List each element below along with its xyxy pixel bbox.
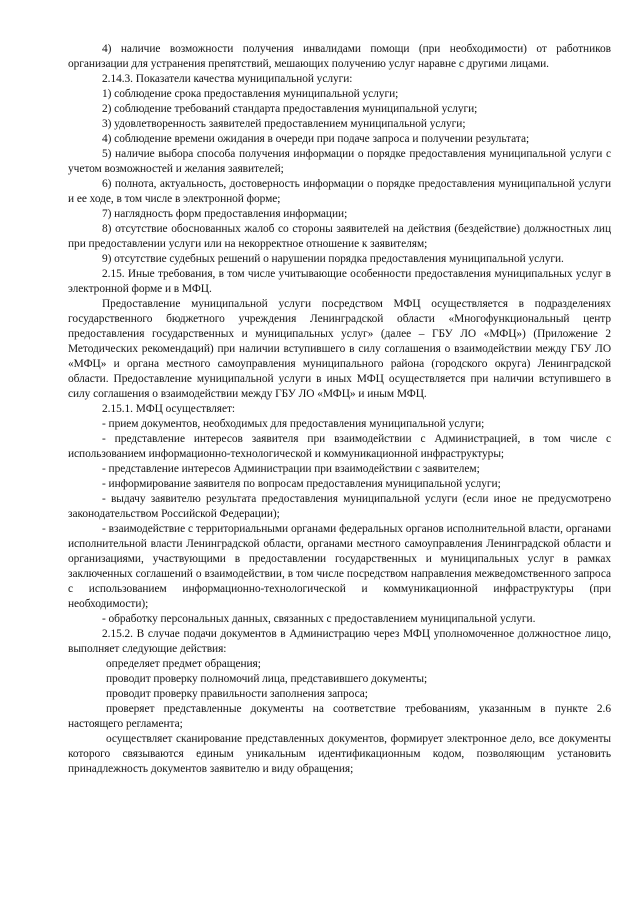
list-item-quality-5: 5) наличие выбора способа получения информации о порядке предоставления муниципальной услуги с учетом возможностей и желания заявителей;: [68, 148, 611, 175]
list-item-quality-3: 3) удовлетворенность заявителей предоставлением муниципальной услуги;: [102, 118, 466, 130]
list-item-quality-7: 7) наглядность форм предоставления информации;: [102, 208, 348, 220]
list-item-action-4: проверяет представленные документы на соответствие требованиям, указанным в пункте 2.6 настоящего регламента;: [68, 703, 611, 730]
list-item-quality-2: 2) соблюдение требований стандарта предоставления муниципальной услуги;: [102, 103, 478, 115]
list-item-action-5: осуществляет сканирование представленных документов, формирует электронное дело, все документы которого связываются единым уникальным идентификационным кодом, позволяющим установить принадлежность документов заявителю и виду обращения;: [68, 733, 611, 775]
list-item-mfc-3: - представление интересов Администрации при взаимодействии с заявителем;: [102, 463, 480, 475]
list-item-quality-4: 4) соблюдение времени ожидания в очереди при подаче запроса и получении результата;: [102, 133, 530, 145]
list-item-mfc-2: - представление интересов заявителя при взаимодействии с Администрацией, в том числе с использованием информационно-технологической и коммуникационной инфраструктуры;: [68, 433, 611, 460]
list-item-quality-6: 6) полнота, актуальность, достоверность информации о порядке предоставления муниципальной услуги и ее ходе, в том числе в электронной форме;: [68, 178, 611, 205]
section-heading-2-15-2: 2.15.2. В случае подачи документов в Администрацию через МФЦ уполномоченное должностное лицо, выполняет следующие действия:: [68, 628, 611, 655]
paragraph-mfc-provision: Предоставление муниципальной услуги посредством МФЦ осуществляется в подразделениях государственного бюджетного учреждения Ленинградской области «Многофункциональный центр предоставления государственных и муниципальных услуг» (далее – ГБУ ЛО «МФЦ») (Приложение 2 Методических рекомендаций) при наличии вступившего в силу соглашения о взаимодействии между ГБУ ЛО «МФЦ» и органа местного самоуправления муниципального района (городского округа) Ленинградской области. Предоставление муниципальной услуги в иных МФЦ осуществляется при наличии вступившего в силу соглашения о взаимодействии между ГБУ ЛО «МФЦ» и иным МФЦ.: [68, 298, 611, 400]
list-item-mfc-1: - прием документов, необходимых для предоставления муниципальной услуги;: [102, 418, 485, 430]
list-item-quality-1: 1) соблюдение срока предоставления муниципальной услуги;: [102, 88, 399, 100]
list-item-quality-8: 8) отсутствие обоснованных жалоб со стороны заявителей на действия (бездействие) должностных лиц при предоставлении услуги или на некорректное отношение к заявителям;: [68, 223, 611, 250]
list-item-mfc-6: - взаимодействие с территориальными органами федеральных органов исполнительной власти, органами исполнительной власти Ленинградской области, органами местного самоуправления Ленинградской области и организациями, участвующими в предоставлении государственных и муниципальных услуг в рамках заключенных соглашений о взаимодействии, в том числе посредством направления межведомственного запроса с использованием информационно-технологической и коммуникационной инфраструктуры (при необходимости);: [68, 523, 611, 610]
list-item-mfc-4: - информирование заявителя по вопросам предоставления муниципальной услуги;: [102, 478, 501, 490]
list-item-mfc-5: - выдачу заявителю результата предоставления муниципальной услуги (если иное не предусмотрено законодательством Российской Федерации);: [68, 493, 611, 520]
section-heading-2-14-3: 2.14.3. Показатели качества муниципальной услуги:: [102, 73, 353, 85]
document-body: [68, 42, 611, 777]
list-item-mfc-7: - обработку персональных данных, связанных с предоставлением муниципальной услуги.: [102, 613, 536, 625]
section-heading-2-15: 2.15. Иные требования, в том числе учитывающие особенности предоставления муниципальных услуг в электронной форме и в МФЦ.: [68, 268, 611, 295]
section-heading-2-15-1: 2.15.1. МФЦ осуществляет:: [102, 403, 236, 415]
paragraph-accessibility-assistance: 4) наличие возможности получения инвалидами помощи (при необходимости) от работников организации для устранения препятствий, мешающих получению услуг наравне с другими лицами.: [68, 43, 611, 70]
list-item-action-2: проводит проверку полномочий лица, представившего документы;: [106, 673, 428, 685]
list-item-action-1: определяет предмет обращения;: [106, 658, 261, 670]
list-item-action-3: проводит проверку правильности заполнения запроса;: [106, 688, 368, 700]
list-item-quality-9: 9) отсутствие судебных решений о нарушении порядка предоставления муниципальной услуги.: [102, 253, 564, 265]
